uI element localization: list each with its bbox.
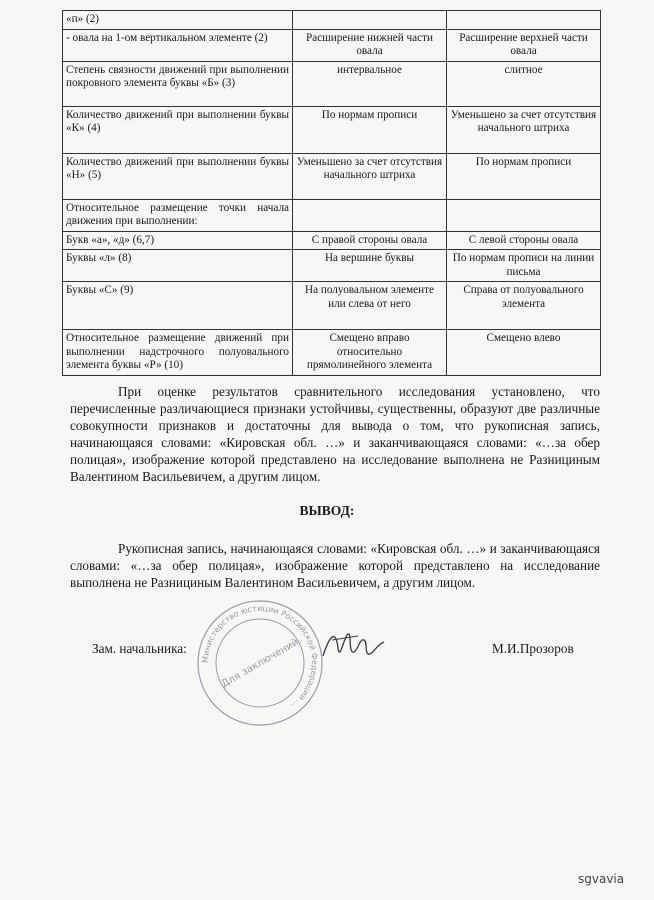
value-cell-suspect: Уменьшено за счет отсутствия начального штриха [293, 153, 447, 199]
table-row [63, 199, 601, 231]
comparison-table [62, 10, 601, 376]
value-cell-suspect: На полуовальном элементе или слева от него [293, 282, 447, 330]
value-cell-sample [447, 199, 601, 231]
feature-cell: Буквы «л» (8) [63, 250, 293, 282]
value-cell-suspect: На вершине буквы [293, 250, 447, 282]
watermark: sgvavia [578, 872, 625, 886]
value-cell-sample: Смещено влево [447, 330, 601, 376]
value-cell-sample [447, 11, 601, 30]
feature-cell: - овала на 1-ом вертикальном элементе (2) [63, 29, 293, 61]
value-cell-suspect [293, 199, 447, 231]
table-row [63, 11, 601, 30]
value-cell-sample: По нормам прописи [447, 153, 601, 199]
value-cell-sample: Уменьшено за счет отсутствия начального штриха [447, 106, 601, 153]
table-row [63, 153, 601, 199]
table-row [63, 330, 601, 376]
handwritten-signature [318, 626, 388, 668]
table-row [63, 231, 601, 250]
value-cell-suspect: Расширение нижней части овала [293, 29, 447, 61]
feature-cell: Количество движений при выполнении буквы «К» (4) [63, 106, 293, 153]
feature-cell: Относительное размещение движений при выполнении надстрочного полуовального элемента буквы «Р» (10) [63, 330, 293, 376]
feature-cell: Относительное размещение точки начала движения при выполнении: [63, 199, 293, 231]
findings-paragraph: При оценке результатов сравнительного исследования установлено, что перечисленные различающиеся признаки устойчивы, существенны, образуют две различные совокупности признаков и достаточны для вывода о том, что рукописная запись, начинающаяся словами: «Кировская обл. …» и заканчивающаяся словами: «…за обер полицая», изображение которой представлено на исследование выполнена не Разнициным Валентином Васильевичем, а другим лицом. [70, 384, 600, 484]
value-cell-suspect: По нормам прописи [293, 106, 447, 153]
value-cell-sample: слитное [447, 61, 601, 106]
value-cell-sample: Справа от полуовального элемента [447, 282, 601, 330]
feature-cell: Степень связности движений при выполнении покровного элемента буквы «Б» (3) [63, 61, 293, 106]
signatory-position: Зам. начальника: [92, 641, 187, 656]
table-row [63, 250, 601, 282]
table-row [63, 61, 601, 106]
feature-cell: Буквы «С» (9) [63, 282, 293, 330]
stamp-center-text: Для заключений [219, 636, 301, 691]
signatory-name: М.И.Прозоров [492, 641, 574, 656]
feature-cell: Количество движений при выполнении буквы «Н» (5) [63, 153, 293, 199]
value-cell-suspect: С правой стороны овала [293, 231, 447, 250]
value-cell-suspect: интервальное [293, 61, 447, 106]
official-stamp [195, 598, 325, 728]
value-cell-suspect: Смещено вправо относительно прямолинейного элемента [293, 330, 447, 376]
stamp-ring-text: Министерство юстиции Российской Федерации ... [200, 603, 320, 711]
value-cell-suspect [293, 11, 447, 30]
table-row [63, 29, 601, 61]
table-row [63, 282, 601, 330]
table-row [63, 106, 601, 153]
conclusion-heading: ВЫВОД: [299, 503, 355, 518]
value-cell-sample: С левой стороны овала [447, 231, 601, 250]
conclusion-paragraph: Рукописная запись, начинающаяся словами: «Кировская обл. …» и заканчивающаяся словами: «…за обер полицая», изображение которой представлено на исследование выполнена не Разнициным Валентином Васильевичем, а другим лицом. [70, 541, 600, 590]
feature-cell: «п» (2) [63, 11, 293, 30]
value-cell-sample: По нормам прописи на линии письма [447, 250, 601, 282]
feature-cell: Букв «а», «д» (6,7) [63, 231, 293, 250]
value-cell-sample: Расширение верхней части овала [447, 29, 601, 61]
